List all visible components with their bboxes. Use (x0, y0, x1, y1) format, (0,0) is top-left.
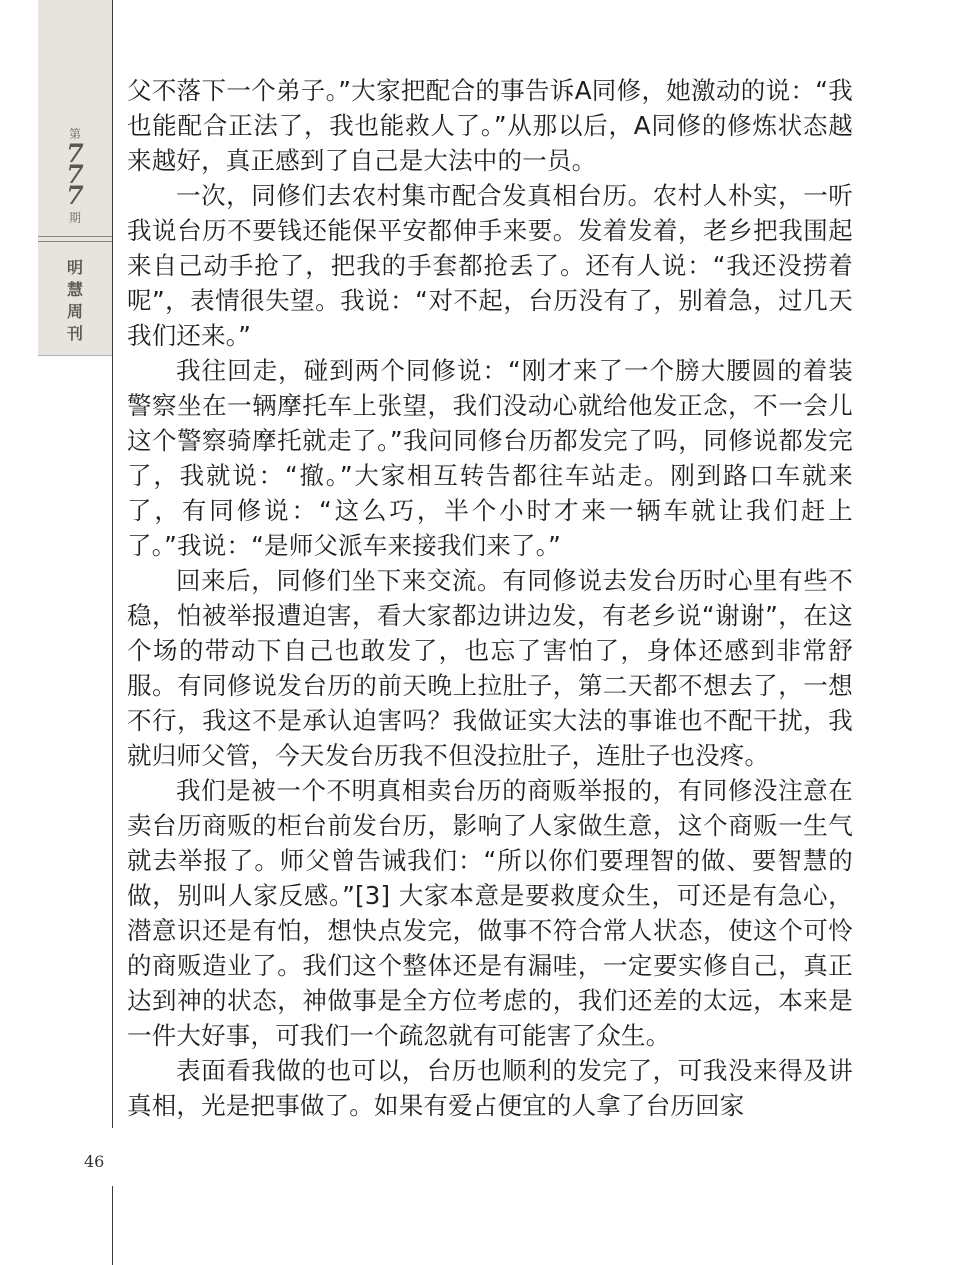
paragraph: 回来后，同修们坐下来交流。有同修说去发台历时心里有些不稳，怕被举报遭迫害，看大家都边讲边发，有老乡说“谢谢”，在这个场的带动下自己也敢发了，也忘了害怕了，身体还感到非常舒服。有同修说发台历的前天晚上拉肚子，第二天都不想去了，一想不行，我这不是承认迫害吗？我做证实大法的事谁也不配干扰，我就归师父管，今天发台历我不但没拉肚子，连肚子也没疼。 (127, 566, 853, 770)
margin-rule (112, 0, 113, 1265)
journal-name: 明慧周刊 (67, 258, 84, 343)
issue-prefix: 第 (68, 127, 81, 141)
paragraph: 我往回走，碰到两个同修说：“刚才来了一个膀大腰圆的着装警察坐在一辆摩托车上张望，我们没动心就给他发正念，不一会儿这个警察骑摩托就走了。”我问同修台历都发完了吗，同修说都发完了，我就说：“撤。”大家相互转告都往车站走。刚到路口车就来了，有同修说：“这么巧，半个小时才来一辆车就让我们赶上了。”我说：“是师父派车来接我们来了。” (127, 356, 853, 560)
paragraph: 表面看我做的也可以，台历也顺利的发完了，可我没来得及讲真相，光是把事做了。如果有爱占便宜的人拿了台历回家 (127, 1056, 853, 1120)
issue-number: 777 (66, 139, 84, 210)
sidebar-divider (38, 236, 112, 237)
paragraph: 一次，同修们去农村集市配合发真相台历。农村人朴实，一听我说台历不要钱还能保平安都伸手来要。发着发着，老乡把我围起来自己动手抢了，把我的手套都抢丢了。还有人说：“我还没捞着呢”，表情很失望。我说：“对不起，台历没有了，别着急，过几天我们还来。” (127, 181, 853, 350)
paragraph: 父不落下一个弟子。”大家把配合的事告诉A同修，她激动的说：“我也能配合正法了，我也能救人了。”从那以后，A同修的修炼状态越来越好，真正感到了自己是大法中的一员。 (127, 76, 853, 175)
paragraph: 我们是被一个不明真相卖台历的商贩举报的，有同修没注意在卖台历商贩的柜台前发台历，影响了人家做生意，这个商贩一生气就去举报了。师父曾告诫我们：“所以你们要理智的做、要智慧的做，别叫人家反感。”[3] 大家本意是要救度众生，可还是有急心，潜意识还是有怕，想快点发完，做事不符合常人状态，使这个可怜的商贩造业了。我们这个整体还是有漏哇，一定要实修自己，真正达到神的状态，神做事是全方位考虑的，我们还差的太远，本来是一件大好事，可我们一个疏忽就有可能害了众生。 (127, 776, 853, 1050)
issue-suffix: 期 (68, 211, 81, 225)
sidebar-divider (38, 241, 112, 242)
page-number: 46 (84, 1150, 124, 1173)
article-body (127, 73, 853, 1123)
